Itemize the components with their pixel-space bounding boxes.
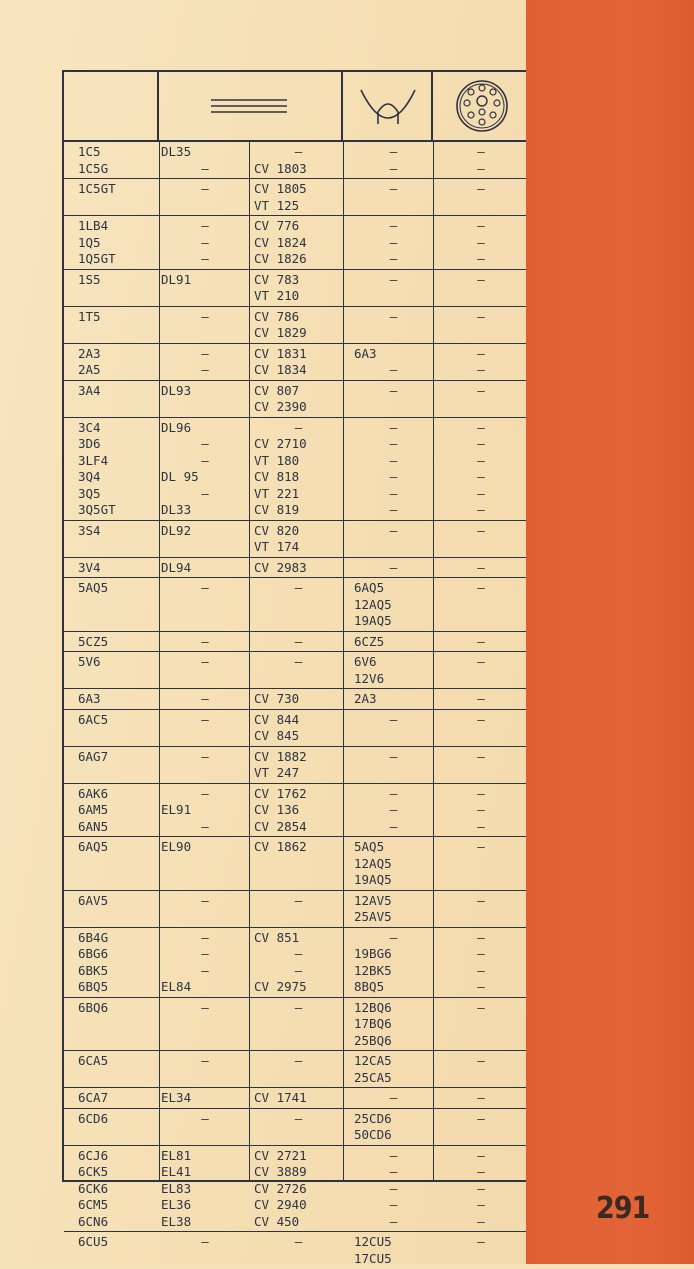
table-row	[64, 558, 526, 579]
cell-base: –	[477, 382, 485, 398]
cell-cv: CV 818	[254, 469, 300, 484]
table-row	[64, 578, 526, 632]
cell-sub: –	[389, 502, 398, 517]
cell-eq: EL34	[161, 1090, 192, 1105]
cell-sub: –	[389, 1197, 398, 1212]
cell-base: –	[477, 362, 485, 377]
cell-type: 3S4	[78, 522, 101, 538]
cell-sub: –	[389, 1147, 398, 1163]
header-heater-cell	[343, 72, 433, 140]
cell-eq: –	[201, 818, 209, 834]
cell-eq: –	[201, 580, 209, 595]
cell-sub: –	[389, 818, 398, 834]
table-row	[64, 381, 526, 418]
cell-eq: –	[201, 691, 209, 706]
cell-cv: CV 1862	[254, 839, 307, 854]
cell-eq: DL92	[161, 522, 192, 538]
cell-eq: EL36	[161, 1197, 192, 1212]
cell-base: –	[477, 436, 485, 451]
cell-cv: CV 2390	[254, 399, 307, 414]
cell-sub: –	[389, 522, 398, 538]
cell-base: –	[477, 1213, 485, 1229]
cell-cv: CV 786	[254, 308, 300, 324]
cell-cv: CV 730	[254, 691, 300, 706]
cell-cv: CV 776	[254, 218, 300, 233]
table-row	[64, 1232, 526, 1269]
cell-base: –	[477, 654, 485, 669]
cell-sub: –	[389, 1213, 398, 1229]
cell-type: 5V6	[78, 654, 101, 669]
table-header	[64, 72, 526, 142]
page-number: 291	[596, 1191, 650, 1226]
cell-cv: CV 807	[254, 382, 300, 398]
cell-type: 1S5	[78, 271, 101, 287]
cell-base: –	[477, 691, 485, 706]
cell-sub: –	[389, 362, 398, 377]
cell-eq: –	[201, 160, 209, 176]
header-equivalent-cell	[159, 72, 343, 140]
cell-type: 1C5G	[78, 160, 109, 176]
cell-eq: –	[201, 251, 209, 266]
cell-sub: –	[389, 218, 398, 233]
cell-base: –	[477, 962, 485, 978]
cell-sub: 12CU5	[354, 1234, 392, 1249]
table-row	[64, 998, 526, 1052]
cell-eq: –	[201, 181, 209, 196]
tube-socket-icon	[433, 72, 526, 140]
tube-equivalents-table	[62, 70, 528, 1266]
cell-sub: –	[389, 271, 398, 287]
cell-base: –	[477, 946, 485, 961]
cell-sub: 6CZ5	[354, 633, 385, 649]
cell-eq: EL83	[161, 1180, 192, 1196]
cell-cv: –	[294, 144, 303, 159]
cell-sub: 6AQ5	[354, 580, 385, 595]
table-row	[64, 689, 526, 710]
cell-base: –	[477, 979, 485, 994]
cell-sub: –	[389, 234, 398, 250]
cell-eq: –	[201, 892, 209, 908]
table-row	[64, 652, 526, 689]
cell-type: 6BG6	[78, 946, 109, 961]
cell-cv: CV 851	[254, 929, 300, 945]
cell-sub: 12CA5	[354, 1053, 392, 1068]
cell-type: 6AQ5	[78, 839, 109, 854]
cell-base: –	[477, 452, 485, 468]
table-row	[64, 784, 526, 838]
table-row	[64, 632, 526, 653]
table-row	[64, 747, 526, 784]
cell-cv: CV 783	[254, 271, 300, 287]
cell-base: –	[477, 251, 485, 266]
cell-base: –	[477, 1147, 485, 1163]
cell-type: 2A3	[78, 345, 101, 361]
cell-sub: 25BQ6	[354, 1032, 392, 1048]
cell-type: 6CK6	[78, 1180, 109, 1196]
cell-sub: 12BK5	[354, 962, 392, 978]
cell-base: –	[477, 1234, 485, 1249]
cell-type: 1C5GT	[78, 181, 116, 196]
cell-sub: –	[389, 802, 398, 817]
cell-type: 6CK5	[78, 1164, 109, 1179]
cell-cv: –	[294, 946, 303, 961]
cell-cv: VT 247	[254, 765, 300, 780]
cell-base: –	[477, 892, 485, 908]
cell-cv: CV 2721	[254, 1147, 307, 1163]
cell-sub: 19AQ5	[354, 613, 392, 628]
cell-type: 3Q5	[78, 485, 101, 501]
cell-cv: CV 819	[254, 502, 300, 517]
cell-base: –	[477, 633, 485, 649]
cell-eq: –	[201, 962, 209, 978]
cell-cv: CV 1829	[254, 325, 307, 340]
cell-cv: CV 1824	[254, 234, 307, 250]
cell-type: 6CA7	[78, 1090, 109, 1105]
cell-cv: –	[294, 654, 303, 669]
cell-cv: CV 450	[254, 1213, 300, 1229]
table-row	[64, 142, 526, 179]
cell-type: 6CA5	[78, 1053, 109, 1068]
cell-sub: –	[389, 1164, 398, 1179]
cell-type: 3C4	[78, 419, 101, 435]
header-type-cell	[64, 72, 159, 140]
cell-eq: DL35	[161, 144, 192, 159]
cell-eq: EL90	[161, 839, 192, 854]
cell-type: 5CZ5	[78, 633, 109, 649]
cell-base: –	[477, 1197, 485, 1212]
cell-eq: –	[201, 345, 209, 361]
cell-cv: CV 1882	[254, 748, 307, 764]
cell-eq: –	[201, 218, 209, 233]
cell-eq: –	[201, 654, 209, 669]
cell-base: –	[477, 234, 485, 250]
cell-type: 5AQ5	[78, 580, 109, 595]
cell-cv: CV 820	[254, 522, 300, 538]
table-row	[64, 179, 526, 216]
cell-sub: 12AQ5	[354, 855, 392, 871]
cell-eq: –	[201, 1053, 209, 1068]
cell-eq: EL41	[161, 1164, 192, 1179]
table-row	[64, 1051, 526, 1088]
cell-cv: CV 2983	[254, 559, 307, 575]
cell-sub: 12V6	[354, 670, 385, 686]
cell-base: –	[477, 1053, 485, 1068]
table-row	[64, 837, 526, 891]
cell-eq: –	[201, 929, 209, 945]
cell-sub: –	[389, 436, 398, 451]
cell-base: –	[477, 785, 485, 801]
cell-sub: –	[389, 452, 398, 468]
cell-eq: –	[201, 785, 209, 801]
cell-sub: 5AQ5	[354, 839, 385, 854]
cell-type: 6CN6	[78, 1213, 109, 1229]
cell-cv: CV 1805	[254, 181, 307, 196]
cell-eq: –	[201, 362, 209, 377]
cell-eq: –	[201, 999, 209, 1015]
table-row	[64, 1146, 526, 1233]
cell-sub: –	[389, 251, 398, 266]
cell-sub: 12BQ6	[354, 999, 392, 1015]
cell-type: 6CU5	[78, 1234, 109, 1249]
cell-sub: –	[389, 308, 398, 324]
cell-base: –	[477, 522, 485, 538]
cell-eq: DL 95	[161, 469, 199, 484]
cell-type: 3A4	[78, 382, 101, 398]
cell-sub: –	[389, 929, 398, 945]
cell-cv: CV 136	[254, 802, 300, 817]
cell-cv: –	[294, 1234, 303, 1249]
cell-cv: –	[294, 419, 303, 435]
cell-sub: 6V6	[354, 654, 377, 669]
cell-base: –	[477, 1110, 485, 1126]
cell-eq: –	[201, 485, 209, 501]
table-row	[64, 891, 526, 928]
cell-sub: 50CD6	[354, 1127, 392, 1142]
cell-base: –	[477, 559, 485, 575]
cell-type: 3V4	[78, 559, 101, 575]
cell-eq: DL93	[161, 382, 192, 398]
cell-base: –	[477, 711, 485, 727]
cell-eq: DL91	[161, 271, 192, 287]
cell-base: –	[477, 502, 485, 517]
cell-type: 6AV5	[78, 892, 109, 908]
cell-base: –	[477, 308, 485, 324]
cell-sub: 12AQ5	[354, 596, 392, 612]
cell-type: 3LF4	[78, 452, 109, 468]
cell-cv: CV 844	[254, 711, 300, 727]
cell-eq: DL33	[161, 502, 192, 517]
cell-type: 1Q5	[78, 234, 101, 250]
cell-cv: CV 2940	[254, 1197, 307, 1212]
cell-sub: 6A3	[354, 345, 377, 361]
cell-sub: 19BG6	[354, 946, 392, 961]
cell-sub: 17CU5	[354, 1250, 392, 1266]
cell-base: –	[477, 485, 485, 501]
cell-type: 6BQ5	[78, 979, 109, 994]
cell-cv: CV 2726	[254, 1180, 307, 1196]
cell-eq: –	[201, 1110, 209, 1126]
cell-base: –	[477, 271, 485, 287]
cell-cv: VT 174	[254, 539, 300, 554]
table-row	[64, 1109, 526, 1146]
cell-eq: EL81	[161, 1147, 192, 1163]
cell-sub: –	[389, 1090, 398, 1105]
cell-base: –	[477, 181, 485, 196]
cell-cv: CV 1826	[254, 251, 307, 266]
cell-sub: –	[389, 469, 398, 484]
cell-sub: 8BQ5	[354, 979, 385, 994]
cell-base: –	[477, 144, 485, 159]
cell-sub: –	[389, 748, 398, 764]
cell-cv: CV 845	[254, 728, 300, 743]
cell-cv: CV 1762	[254, 785, 307, 801]
cell-type: 6CD6	[78, 1110, 109, 1126]
cell-base: –	[477, 345, 485, 361]
table-row	[64, 710, 526, 747]
cell-sub: –	[389, 711, 398, 727]
cell-eq: EL38	[161, 1213, 192, 1229]
cell-type: 6AC5	[78, 711, 109, 727]
cell-type: 6B4G	[78, 929, 109, 945]
cell-sub: 17BQ6	[354, 1016, 392, 1031]
cell-base: –	[477, 818, 485, 834]
cell-sub: 19AQ5	[354, 872, 392, 887]
cell-type: 6A3	[78, 691, 101, 706]
cell-base: –	[477, 999, 485, 1015]
cell-cv: CV 2854	[254, 818, 307, 834]
cell-base: –	[477, 580, 485, 595]
table-row	[64, 216, 526, 270]
cell-eq: –	[201, 633, 209, 649]
cell-eq: –	[201, 452, 209, 468]
cell-type: 3Q4	[78, 469, 101, 484]
cell-sub: 25AV5	[354, 909, 392, 924]
cell-sub: –	[389, 1180, 398, 1196]
cell-eq: EL84	[161, 979, 192, 994]
cell-base: –	[477, 469, 485, 484]
table-row	[64, 307, 526, 344]
table-row	[64, 928, 526, 998]
cell-sub: 2A3	[354, 691, 377, 706]
cell-eq: –	[201, 234, 209, 250]
heater-filament-icon	[343, 72, 433, 140]
cell-base: –	[477, 929, 485, 945]
cell-cv: CV 2710	[254, 436, 307, 451]
cell-type: 1LB4	[78, 218, 109, 233]
cell-base: –	[477, 218, 485, 233]
table-row	[64, 1088, 526, 1109]
table-row	[64, 521, 526, 558]
cell-eq: DL94	[161, 559, 192, 575]
cell-cv: –	[294, 633, 303, 649]
cell-cv: –	[294, 1110, 303, 1126]
cell-type: 6AN5	[78, 818, 109, 834]
cell-sub: –	[389, 419, 398, 435]
cell-cv: VT 210	[254, 288, 300, 303]
orange-side-stripe	[526, 0, 694, 1264]
cell-base: –	[477, 1090, 485, 1105]
cell-sub: –	[389, 559, 398, 575]
cell-sub: –	[389, 181, 398, 196]
cell-cv: CV 1741	[254, 1090, 307, 1105]
equivalence-icon	[159, 72, 343, 140]
cell-base: –	[477, 160, 485, 176]
cell-cv: –	[294, 962, 303, 978]
cell-sub: 25CD6	[354, 1110, 392, 1126]
cell-eq: –	[201, 748, 209, 764]
cell-sub: –	[389, 485, 398, 501]
cell-cv: VT 221	[254, 485, 300, 501]
cell-type: 6AK6	[78, 785, 109, 801]
cell-type: 6CM5	[78, 1197, 109, 1212]
cell-eq: EL91	[161, 802, 192, 817]
cell-cv: –	[294, 892, 303, 908]
cell-type: 6AG7	[78, 748, 109, 764]
cell-sub: 12AV5	[354, 892, 392, 908]
cell-cv: CV 1803	[254, 160, 307, 176]
cell-eq: DL96	[161, 419, 192, 435]
cell-sub: –	[389, 382, 398, 398]
cell-cv: VT 180	[254, 452, 300, 468]
cell-cv: CV 1834	[254, 362, 307, 377]
cell-cv: –	[294, 580, 303, 595]
cell-sub: 25CA5	[354, 1069, 392, 1085]
cell-type: 6CJ6	[78, 1147, 109, 1163]
cell-sub: –	[389, 785, 398, 801]
cell-type: 2A5	[78, 362, 101, 377]
cell-cv: CV 2975	[254, 979, 307, 994]
cell-cv: CV 1831	[254, 345, 307, 361]
cell-type: 3Q5GT	[78, 502, 116, 517]
table-row	[64, 270, 526, 307]
cell-sub: –	[389, 144, 398, 159]
cell-eq: –	[201, 1234, 209, 1249]
cell-eq: –	[201, 711, 209, 727]
cell-eq: –	[201, 308, 209, 324]
cell-type: 1C5	[78, 144, 101, 159]
header-base-cell	[433, 72, 526, 140]
cell-sub: –	[389, 160, 398, 176]
cell-base: –	[477, 1164, 485, 1179]
cell-type: 3D6	[78, 436, 101, 451]
cell-cv: –	[294, 1053, 303, 1068]
cell-cv: CV 3889	[254, 1164, 307, 1179]
table-row	[64, 344, 526, 381]
cell-base: –	[477, 748, 485, 764]
cell-type: 6BK5	[78, 962, 109, 978]
cell-cv: VT 125	[254, 197, 300, 213]
cell-eq: –	[201, 436, 209, 451]
cell-type: 6BQ6	[78, 999, 109, 1015]
cell-eq: –	[201, 946, 209, 961]
table-row	[64, 418, 526, 521]
cell-cv: –	[294, 999, 303, 1015]
cell-type: 1Q5GT	[78, 251, 116, 266]
cell-base: –	[477, 1180, 485, 1196]
cell-base: –	[477, 802, 485, 817]
cell-base: –	[477, 419, 485, 435]
cell-base: –	[477, 839, 485, 854]
cell-type: 6AM5	[78, 802, 109, 817]
cell-type: 1T5	[78, 308, 101, 324]
